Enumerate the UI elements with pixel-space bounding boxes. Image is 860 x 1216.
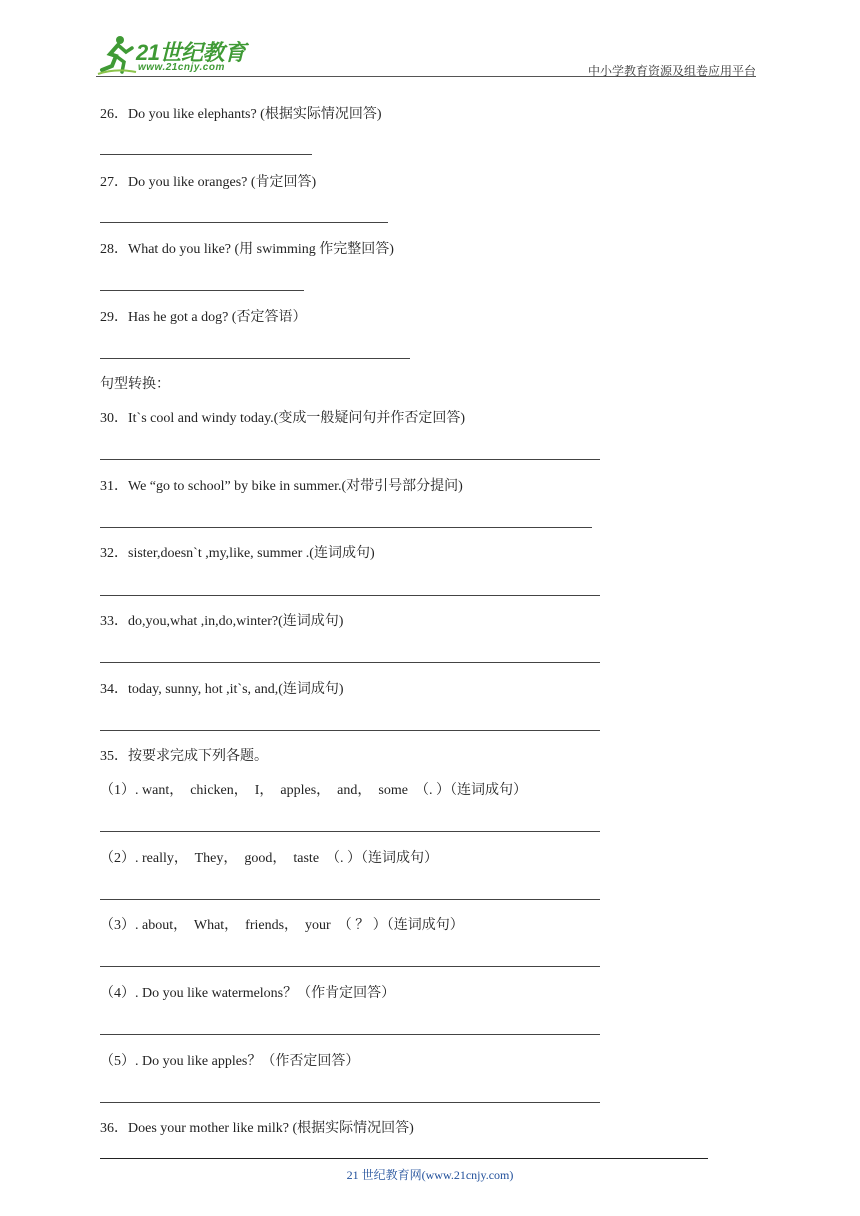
header-tagline: 中小学教育资源及组卷应用平台 [587,64,756,78]
answer-line[interactable] [100,527,592,528]
question-35-5: （5）. Do you like apples？（作否定回答） [100,1054,360,1069]
question-35-2: （2）. really， They， good， taste （. ）（连词成句） [100,851,439,866]
answer-line[interactable] [100,1102,600,1103]
question-32: 32．sister,doesn`t ,my,like, summer .(连词成句) [100,546,375,561]
answer-line[interactable] [100,899,600,900]
question-26: 26．Do you like elephants? (根据实际情况回答) [100,107,382,122]
logo-text: 21世纪教育 [136,40,246,65]
answer-line[interactable] [100,222,388,223]
answer-line[interactable] [100,459,600,460]
question-30: 30．It`s cool and windy today.(变成一般疑问句并作否定回答) [100,411,465,426]
question-27: 27．Do you like oranges? (肯定回答) [100,175,317,190]
answer-line[interactable] [100,358,410,359]
answer-line[interactable] [100,1034,600,1035]
question-35-1: （1）. want， chicken， I， apples， and， some （. ）（连词成句） [100,783,527,798]
section-heading: 句型转换： [100,377,170,392]
page-header [96,34,756,76]
question-34: 34．today, sunny, hot ,it`s, and,(连词成句) [100,682,344,697]
question-33: 33．do,you,what ,in,do,winter?(连词成句) [100,614,344,629]
page-footer: 21 世纪教育网(www.21cnjy.com) [346,1168,514,1182]
question-29: 29．Has he got a dog? (否定答语） [100,310,307,325]
question-36: 36．Does your mother like milk? (根据实际情况回答) [100,1121,414,1136]
logo [96,34,266,76]
question-35-4: （4）. Do you like watermelons？（作肯定回答） [100,986,396,1001]
answer-line[interactable] [100,154,312,155]
question-35: 35．按要求完成下列各题。 [100,749,268,764]
footer-divider [100,1158,708,1159]
question-28: 28．What do you like? (用 swimming 作完整回答) [100,242,394,257]
question-35-3: （3）. about， What， friends， your （ ？ ）（连词成句） [100,918,464,933]
answer-line[interactable] [100,730,600,731]
answer-line[interactable] [100,831,600,832]
logo-url: www.21cnjy.com [138,62,225,73]
answer-line[interactable] [100,966,600,967]
header-divider [96,76,756,77]
runner-logo-icon [96,34,138,76]
question-31: 31．We “go to school” by bike in summer.(对带引号部分提问) [100,479,463,494]
answer-line[interactable] [100,290,304,291]
answer-line[interactable] [100,595,600,596]
answer-line[interactable] [100,662,600,663]
